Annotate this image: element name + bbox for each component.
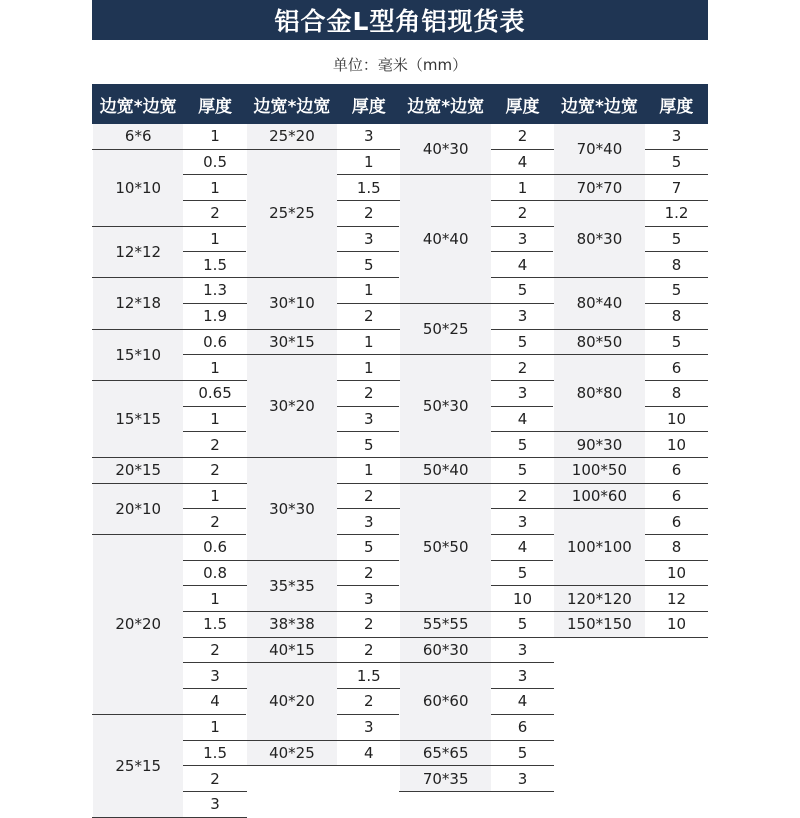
empty-cell <box>645 791 707 817</box>
header-size-1: 边宽*边宽 <box>93 85 184 124</box>
thickness-cell: 2 <box>338 689 400 715</box>
thickness-cell: 3 <box>184 791 246 817</box>
thickness-cell: 1.5 <box>338 175 400 201</box>
thickness-cell: 2 <box>184 457 246 483</box>
size-cell: 55*55 <box>400 612 491 638</box>
thickness-cell: 4 <box>491 535 553 561</box>
thickness-cell: 3 <box>491 303 553 329</box>
thickness-cell: 0.65 <box>184 380 246 406</box>
table-row <box>93 175 708 201</box>
size-cell: 30*20 <box>246 355 337 458</box>
thickness-cell: 10 <box>491 586 553 612</box>
thickness-cell: 5 <box>491 612 553 638</box>
size-cell: 40*20 <box>246 663 337 740</box>
thickness-cell: 5 <box>491 278 553 304</box>
thickness-cell: 2 <box>491 201 553 227</box>
size-cell: 60*60 <box>400 663 491 740</box>
header-thickness-3: 厚度 <box>491 85 553 124</box>
thickness-cell: 1.9 <box>184 303 246 329</box>
thickness-cell: 5 <box>338 252 400 278</box>
table-row <box>93 663 708 689</box>
size-cell: 38*38 <box>246 612 337 638</box>
thickness-cell: 2 <box>184 766 246 792</box>
header-thickness-1: 厚度 <box>184 85 246 124</box>
empty-cell <box>554 637 645 663</box>
table-row <box>93 457 708 483</box>
thickness-cell: 1 <box>338 329 400 355</box>
thickness-cell: 0.6 <box>184 329 246 355</box>
thickness-cell: 2 <box>184 201 246 227</box>
thickness-cell: 3 <box>491 509 553 535</box>
thickness-cell: 1 <box>184 355 246 381</box>
thickness-cell: 0.6 <box>184 535 246 561</box>
size-cell: 10*10 <box>93 149 184 226</box>
thickness-cell: 5 <box>645 329 707 355</box>
size-cell: 100*50 <box>554 457 645 483</box>
thickness-cell: 1.5 <box>338 663 400 689</box>
thickness-cell: 2 <box>338 380 400 406</box>
thickness-cell: 4 <box>491 149 553 175</box>
thickness-cell: 2 <box>184 509 246 535</box>
thickness-cell: 5 <box>645 149 707 175</box>
thickness-cell: 5 <box>338 535 400 561</box>
thickness-cell: 1.5 <box>184 740 246 766</box>
header-row <box>93 85 708 124</box>
thickness-cell: 1.2 <box>645 201 707 227</box>
size-cell: 80*50 <box>554 329 645 355</box>
thickness-cell: 4 <box>184 689 246 715</box>
size-cell: 50*40 <box>400 457 491 483</box>
thickness-cell: 1.3 <box>184 278 246 304</box>
size-cell: 70*35 <box>400 766 491 792</box>
thickness-cell: 6 <box>645 457 707 483</box>
thickness-cell: 10 <box>645 406 707 432</box>
empty-cell <box>491 791 553 817</box>
thickness-cell: 0.5 <box>184 149 246 175</box>
thickness-cell: 6 <box>645 355 707 381</box>
thickness-cell: 2 <box>338 483 400 509</box>
empty-cell <box>645 740 707 766</box>
thickness-cell: 1 <box>338 278 400 304</box>
size-cell: 12*12 <box>93 226 184 277</box>
empty-cell <box>554 791 645 817</box>
thickness-cell: 4 <box>491 689 553 715</box>
thickness-cell: 2 <box>184 637 246 663</box>
table-row <box>93 637 708 663</box>
header-size-2: 边宽*边宽 <box>246 85 337 124</box>
thickness-cell: 1 <box>184 586 246 612</box>
thickness-cell: 1 <box>184 175 246 201</box>
thickness-cell: 10 <box>645 560 707 586</box>
thickness-cell: 3 <box>491 766 553 792</box>
empty-cell <box>554 714 645 740</box>
size-cell: 40*30 <box>400 124 491 175</box>
thickness-cell: 8 <box>645 303 707 329</box>
thickness-cell: 4 <box>491 252 553 278</box>
thickness-cell: 1.5 <box>184 252 246 278</box>
thickness-cell: 1 <box>184 714 246 740</box>
size-cell: 25*25 <box>246 149 337 277</box>
thickness-cell: 3 <box>338 714 400 740</box>
size-cell: 15*10 <box>93 329 184 380</box>
thickness-cell: 5 <box>645 226 707 252</box>
thickness-cell: 1 <box>338 355 400 381</box>
thickness-cell: 10 <box>645 612 707 638</box>
page-title: 铝合金L型角铝现货表 <box>92 0 708 40</box>
empty-cell <box>645 714 707 740</box>
thickness-cell: 3 <box>338 406 400 432</box>
header-thickness-2: 厚度 <box>338 85 400 124</box>
thickness-cell: 8 <box>645 252 707 278</box>
thickness-cell: 2 <box>338 637 400 663</box>
thickness-cell: 2 <box>184 432 246 458</box>
size-cell: 50*30 <box>400 355 491 458</box>
empty-cell <box>645 689 707 715</box>
thickness-cell: 3 <box>645 124 707 150</box>
thickness-cell: 2 <box>338 303 400 329</box>
thickness-cell: 2 <box>338 560 400 586</box>
empty-cell <box>554 740 645 766</box>
empty-cell <box>645 637 707 663</box>
thickness-cell: 1 <box>338 457 400 483</box>
size-cell: 50*50 <box>400 483 491 611</box>
thickness-cell: 3 <box>184 663 246 689</box>
thickness-cell: 0.8 <box>184 560 246 586</box>
thickness-cell: 4 <box>491 406 553 432</box>
size-cell: 100*100 <box>554 509 645 586</box>
thickness-cell: 3 <box>491 637 553 663</box>
size-cell: 30*30 <box>246 457 337 560</box>
size-cell: 30*10 <box>246 278 337 329</box>
thickness-cell: 12 <box>645 586 707 612</box>
thickness-cell: 3 <box>338 586 400 612</box>
thickness-cell: 3 <box>338 124 400 150</box>
thickness-cell: 2 <box>338 201 400 227</box>
thickness-cell: 2 <box>491 355 553 381</box>
thickness-cell: 5 <box>491 560 553 586</box>
thickness-cell: 6 <box>491 714 553 740</box>
header-size-4: 边宽*边宽 <box>554 85 645 124</box>
thickness-cell: 7 <box>645 175 707 201</box>
size-cell: 80*40 <box>554 278 645 329</box>
size-cell: 60*30 <box>400 637 491 663</box>
thickness-cell: 8 <box>645 380 707 406</box>
thickness-cell: 1 <box>338 149 400 175</box>
thickness-cell: 3 <box>491 380 553 406</box>
empty-cell <box>645 766 707 792</box>
size-cell: 80*30 <box>554 201 645 278</box>
size-cell: 20*20 <box>93 535 184 715</box>
thickness-cell: 5 <box>491 740 553 766</box>
header-thickness-4: 厚度 <box>645 85 707 124</box>
size-cell: 65*65 <box>400 740 491 766</box>
size-cell: 25*15 <box>93 714 184 817</box>
size-cell: 80*80 <box>554 355 645 432</box>
thickness-cell: 1 <box>491 175 553 201</box>
size-cell: 20*10 <box>93 483 184 534</box>
size-cell: 6*6 <box>93 124 184 150</box>
size-cell: 70*70 <box>554 175 645 201</box>
empty-cell <box>338 791 400 817</box>
table-row <box>93 612 708 638</box>
size-cell: 120*120 <box>554 586 645 612</box>
table-row <box>93 355 708 381</box>
thickness-cell: 2 <box>338 612 400 638</box>
thickness-cell: 1 <box>184 226 246 252</box>
table-row <box>93 483 708 509</box>
thickness-cell: 3 <box>338 226 400 252</box>
thickness-cell: 10 <box>645 432 707 458</box>
thickness-cell: 3 <box>491 226 553 252</box>
table-row <box>93 124 708 150</box>
size-cell: 50*25 <box>400 303 491 354</box>
thickness-cell: 2 <box>491 124 553 150</box>
unit-label: 单位：毫米（mm） <box>332 56 468 74</box>
header-size-3: 边宽*边宽 <box>400 85 491 124</box>
thickness-cell: 5 <box>338 432 400 458</box>
size-cell: 12*18 <box>93 278 184 329</box>
size-cell: 25*20 <box>246 124 337 150</box>
thickness-cell: 1 <box>184 483 246 509</box>
empty-cell <box>400 791 491 817</box>
thickness-cell: 8 <box>645 535 707 561</box>
thickness-cell: 2 <box>491 483 553 509</box>
empty-cell <box>645 663 707 689</box>
size-cell: 40*25 <box>246 740 337 766</box>
table-row <box>93 791 708 817</box>
empty-cell <box>246 766 337 792</box>
size-cell: 150*150 <box>554 612 645 638</box>
empty-cell <box>246 791 337 817</box>
size-cell: 30*15 <box>246 329 337 355</box>
size-cell: 40*15 <box>246 637 337 663</box>
thickness-cell: 5 <box>645 278 707 304</box>
empty-cell <box>554 663 645 689</box>
stock-sheet <box>92 0 708 814</box>
thickness-cell: 4 <box>338 740 400 766</box>
empty-cell <box>554 689 645 715</box>
stock-table <box>92 84 708 818</box>
size-cell: 20*15 <box>93 457 184 483</box>
empty-cell <box>554 766 645 792</box>
size-cell: 15*15 <box>93 380 184 457</box>
size-cell: 40*40 <box>400 175 491 303</box>
thickness-cell: 5 <box>491 457 553 483</box>
thickness-cell: 3 <box>491 663 553 689</box>
thickness-cell: 1 <box>184 124 246 150</box>
size-cell: 90*30 <box>554 432 645 458</box>
thickness-cell: 3 <box>338 509 400 535</box>
size-cell: 70*40 <box>554 124 645 175</box>
empty-cell <box>338 766 400 792</box>
thickness-cell: 6 <box>645 483 707 509</box>
size-cell: 35*35 <box>246 560 337 611</box>
size-cell: 100*60 <box>554 483 645 509</box>
thickness-cell: 1.5 <box>184 612 246 638</box>
thickness-cell: 6 <box>645 509 707 535</box>
thickness-cell: 5 <box>491 432 553 458</box>
thickness-cell: 5 <box>491 329 553 355</box>
table-row <box>93 740 708 766</box>
thickness-cell: 1 <box>184 406 246 432</box>
table-row <box>93 766 708 792</box>
